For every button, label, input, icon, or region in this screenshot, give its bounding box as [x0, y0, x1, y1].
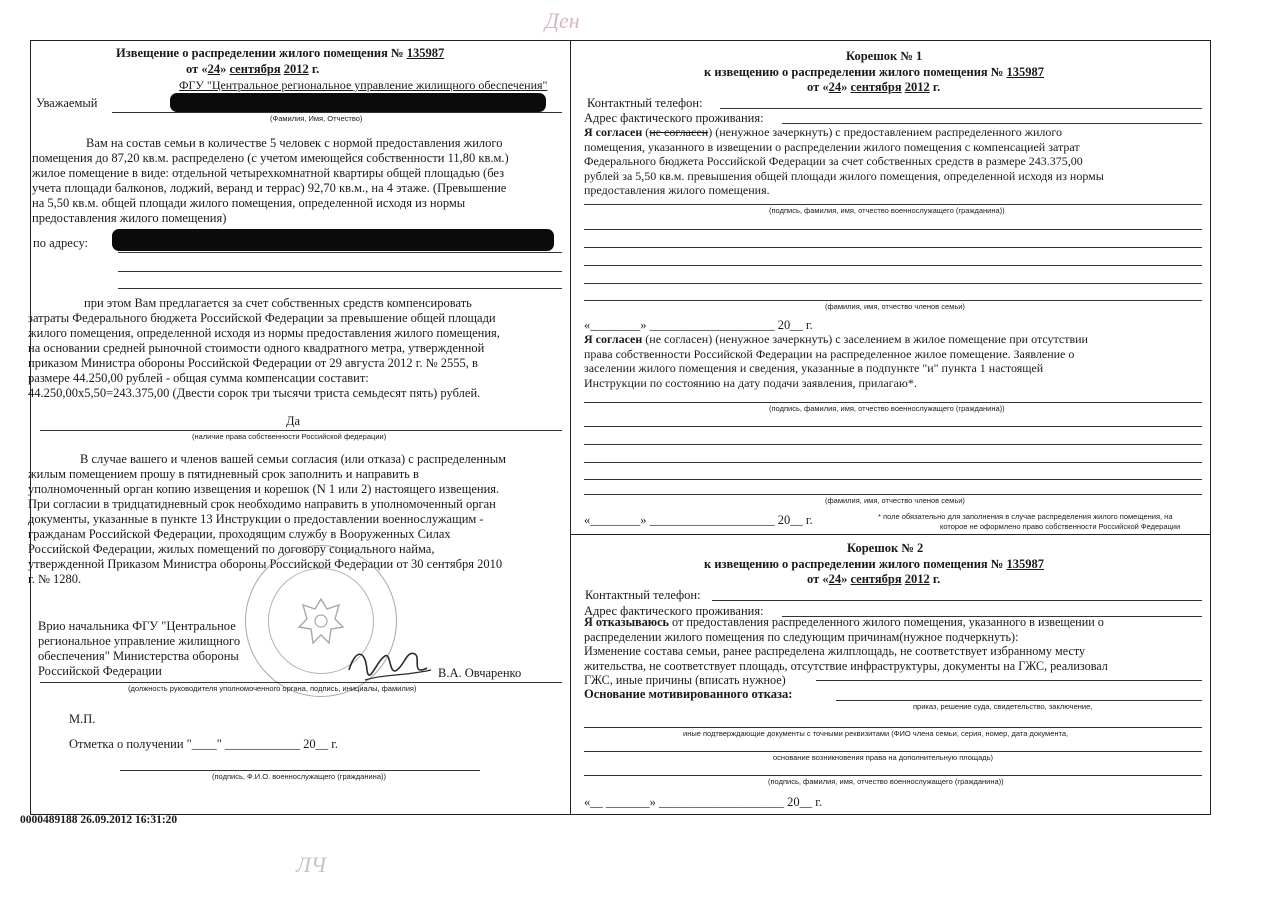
stub1-sign-line	[584, 204, 1202, 205]
stub1-date-line-2: «________» ____________________ 20__ г.	[584, 513, 813, 527]
stub1-family-line-2	[584, 426, 1202, 427]
agree-line: помещения, указанного в извещении о распределении жилого помещения с компенсацией затрат	[584, 139, 1080, 154]
date-suffix: г.	[311, 62, 320, 76]
agree-line: Федерального бюджета Российской Федерации за счет собственных средств в размере 243.375,00	[584, 154, 1083, 168]
stub1-title: Корешок № 1	[846, 49, 923, 63]
stub1-family-line-2	[584, 494, 1202, 495]
date-month: сентября	[850, 572, 902, 586]
date-day: 24	[207, 62, 221, 76]
instructions-line: уполномоченный орган копию извещения и корешок (N 1 или 2) настоящего извещения.	[28, 482, 500, 496]
instructions-line: г. № 1280.	[28, 572, 82, 586]
stub1-family-line-2	[584, 479, 1202, 480]
signer-underline	[40, 682, 562, 683]
receipt-mark: Отметка о получении "____" ____________ 20__ г.	[69, 737, 339, 751]
allocation-line: помещения до 87,20 кв.м. распределено (с учетом имеющейся собственности 11,80 кв.м.)	[32, 151, 509, 165]
signer-title	[38, 619, 240, 679]
stub2-sign-hint: (подпись, фамилия, имя, отчество военнослужащего (гражданина))	[768, 777, 1004, 786]
stub2-docs-line	[584, 727, 1202, 728]
allocation-line: Вам на состав семьи в количестве 5 человек с нормой предоставления жилого	[86, 136, 503, 150]
instructions-line: утвержденной Приказом Министра обороны Российской Федерации от 30 сентября 2010	[28, 557, 503, 571]
refuse-line: Изменение состава семьи, ранее распределена жилплощадь, не соответствует избранному месту	[584, 644, 1086, 658]
agree2-bold: Я согласен	[584, 332, 643, 346]
stub1-phone-label: Контактный телефон:	[587, 96, 703, 110]
redacted-address	[112, 229, 554, 251]
struck-option: не согласен	[649, 125, 709, 139]
date-month: сентября	[229, 62, 281, 76]
compensation-paragraph	[28, 296, 500, 401]
stub2-address-label: Адрес фактического проживания:	[584, 604, 764, 618]
date-suffix: г.	[932, 572, 941, 586]
stub1-subtitle-text: к извещению о распределении жилого помещения №	[704, 65, 1004, 79]
stub2-subtitle-text: к извещению о распределении жилого помещения №	[704, 557, 1004, 571]
compensation-line: затраты Федерального бюджета Российской Федерации за превышение общей площади	[28, 311, 496, 325]
refuse-line: жительства, не соответствует площадь, отсутствие инфраструктуры, документы на ГЖС, реализовал	[584, 658, 1108, 673]
allocation-line: учета площади балконов, лоджий, веранд и террас) 92,70 кв.м., на 4 этаже. (Превышение	[32, 181, 507, 195]
signer-title-line: обеспечения" Министерства обороны	[38, 649, 239, 663]
notice-title	[116, 46, 444, 60]
date-day: 24	[828, 572, 842, 586]
stub2-sign-line	[584, 775, 1202, 776]
compensation-line: 44.250,00x5,50=243.375,00 (Двести сорок три тысячи триста семьдесят пять) рублей.	[28, 386, 481, 400]
stub1-address-line	[782, 123, 1202, 124]
date-prefix: от «	[807, 572, 829, 586]
compensation-line: на основании средней рыночной стоимости одного квадратного метра, утвержденной	[28, 341, 485, 355]
organization-name: ФГУ "Центральное региональное управление жилищного обеспечения"	[179, 78, 548, 92]
stub1-family-line	[584, 283, 1202, 284]
document-footer-stamp: 0000489188 26.09.2012 16:31:20	[20, 814, 178, 826]
stub1-sign-hint: (подпись, фамилия, имя, отчество военнослужащего (гражданина))	[769, 206, 1005, 215]
signer-name: В.А. Овчаренко	[438, 666, 522, 680]
date-day: 24	[828, 80, 842, 94]
stub1-family-line-2	[584, 444, 1202, 445]
salutation-label: Уважаемый	[36, 96, 98, 110]
ownership-hint: (наличие права собственности Российской федерации)	[192, 432, 387, 441]
refuse-line: ГЖС, иные причины (вписать нужное)	[584, 673, 786, 687]
signer-title-line: Врио начальника ФГУ "Центральное	[38, 619, 236, 633]
allocation-line: на 5,50 кв.м. общей площади жилого помещения, определенной исходя из нормы	[32, 196, 466, 210]
agree2-line: Инструкции по состоянию на дату подачи заявления, прилагаю*.	[584, 375, 917, 390]
footnote-line: которое не оформлено право собственности Российской Федерации	[940, 522, 1181, 531]
date-year: 2012	[904, 80, 930, 94]
agree2-line: заселении жилого помещения и сведения, указанные в подпункте "и" пункта 1 настоящей	[584, 361, 1044, 375]
address-line-3	[118, 288, 562, 289]
instructions-line: В случае вашего и членов вашей семьи согласия (или отказа) с распределенным	[80, 452, 507, 466]
date-prefix: от «	[807, 80, 829, 94]
instructions-line: При согласии в тридцатидневный срок необходимо направить в уполномоченный орган	[28, 497, 496, 511]
instructions-line: гражданам Российской Федерации, проходящим службу в Вооруженных Силах	[28, 527, 451, 541]
date-mid: »	[841, 572, 848, 586]
date-mid: »	[220, 62, 227, 76]
allocation-paragraph	[32, 136, 509, 226]
compensation-line: размере 44.250,00 рублей - общая сумма компенсации составит:	[28, 371, 369, 385]
bottom-handwritten-mark: ЛЧ	[296, 852, 327, 877]
stub1-sign-hint-2: (подпись, фамилия, имя, отчество военнослужащего (гражданина))	[769, 404, 1005, 413]
agree2-line: права собственности Российской Федерации на распределенное жилое помещение. Заявление о	[584, 346, 1075, 361]
redacted-recipient-name	[170, 93, 546, 112]
top-handwritten-mark: Ден	[545, 8, 580, 33]
stub1-agree-first-line: Я согласен (не согласен) (ненужное зачеркнуть) с предоставлением распределенного жилого	[584, 125, 1063, 139]
address-label: по адресу:	[33, 236, 89, 250]
signer-hint: (должность руководителя уполномоченного органа, подпись, инициалы, фамилия)	[128, 684, 417, 693]
seal-place-label: М.П.	[69, 712, 96, 726]
stub2-phone-line	[712, 600, 1202, 601]
stub1-family-line-2	[584, 462, 1202, 463]
address-line-2	[118, 271, 562, 272]
receipt-hint: (подпись, Ф.И.О. военнослужащего (гражданина))	[212, 772, 386, 781]
address-line-1	[118, 252, 562, 253]
notice-number: 135987	[406, 46, 445, 60]
refuse-bold: Я отказываюсь	[584, 615, 669, 629]
instructions-line: жилым помещением прошу в пятидневный срок заполнить и направить в	[28, 467, 419, 481]
instructions-line: документы, указанные в пункте 13 Инструкции о предоставлении военнослужащим -	[28, 512, 484, 526]
stub1-sign-line-2	[584, 402, 1202, 403]
date-year: 2012	[283, 62, 309, 76]
stub1-agree2-paragraph	[584, 332, 1088, 390]
stub1-agree2-first-line	[584, 332, 1088, 347]
stub2-number: 135987	[1006, 557, 1044, 571]
stub2-right-line	[584, 751, 1202, 752]
stub2-date	[807, 572, 940, 586]
stub1-family-hint-2: (фамилия, имя, отчество членов семьи)	[825, 496, 965, 505]
stub2-phone-label: Контактный телефон:	[585, 588, 701, 602]
stub1-phone-line	[720, 108, 1202, 109]
date-mid: »	[841, 80, 848, 94]
agree2-text: (не согласен) (ненужное зачеркнуть) с заселением в жилое помещение при отсутствии	[645, 332, 1088, 346]
stub1-date	[807, 80, 940, 94]
stub1-number: 135987	[1006, 65, 1044, 79]
refuse-line: распределении жилого помещения по следующим причинам(нужное подчеркнуть):	[584, 629, 1019, 644]
stub1-family-hint: (фамилия, имя, отчество членов семьи)	[825, 302, 965, 311]
agree-bold: Я согласен	[584, 125, 643, 139]
stub2-hint-right: основание возникновения права на дополнительную площадь)	[773, 753, 994, 762]
stub2-title: Корешок № 2	[847, 541, 924, 555]
date-suffix: г.	[932, 80, 941, 94]
date-prefix: от «	[186, 62, 208, 76]
signer-title-line: региональное управление жилищного	[38, 634, 241, 648]
stub2-hint-docs: иные подтверждающие документы с точными реквизитами (ФИО члена семьи, серия, номер, дата документа,	[683, 729, 1069, 738]
stub2-date-line: «__ _______» ____________________ 20__ г.	[584, 795, 823, 809]
fio-underline	[112, 112, 562, 113]
stub2-hint-order: приказ, решение суда, свидетельство, заключение,	[913, 702, 1093, 711]
stub2-refuse-first-line	[584, 615, 1108, 630]
column-divider	[570, 40, 571, 815]
stamp-emblem-icon	[291, 591, 351, 651]
instructions-line: Российской Федерации, жилых помещений по договору социального найма,	[28, 542, 435, 556]
agree-text: (ненужное зачеркнуть) с предоставлением распределенного жилого	[715, 125, 1063, 139]
stub2-basis-line	[836, 700, 1202, 701]
footnote-line: * поле обязательно для заполнения в случае распределения жилого помещения, на	[878, 512, 1173, 521]
stub2-subtitle	[704, 557, 1044, 571]
allocation-line: предоставления жилого помещения)	[32, 211, 227, 225]
compensation-line: приказом Министра обороны Российской Федерации от 29 августа 2012 г. № 2555, в	[28, 356, 478, 370]
stub1-family-line	[584, 247, 1202, 248]
stub1-family-line	[584, 229, 1202, 230]
notice-date	[186, 62, 319, 76]
notice-title-text: Извещение о распределении жилого помещения №	[116, 46, 404, 60]
stub1-footnote	[878, 512, 1180, 532]
stub2-other-reason-line	[816, 680, 1202, 681]
stub1-agree-paragraph	[584, 125, 1104, 198]
refuse-text: от предоставления распределенного жилого помещения, указанного в извещении о	[672, 615, 1104, 629]
stub-divider	[570, 534, 1211, 535]
receipt-underline	[120, 770, 480, 771]
ownership-value: Да	[286, 414, 301, 428]
stub1-family-line	[584, 300, 1202, 301]
stub1-address-label: Адрес фактического проживания:	[584, 111, 764, 125]
stub1-subtitle	[704, 65, 1044, 79]
agree-line: рублей за 5,50 кв.м. превышения общей площади жилого помещения, определенной исходя из нормы	[584, 168, 1104, 183]
signer-title-line: Российской Федерации	[38, 664, 162, 678]
fio-hint: (Фамилия, Имя, Отчество)	[270, 114, 363, 123]
date-month: сентября	[850, 80, 902, 94]
date-year: 2012	[904, 572, 930, 586]
compensation-line: при этом Вам предлагается за счет собственных средств компенсировать	[84, 296, 472, 310]
stub2-refuse-paragraph	[584, 615, 1108, 688]
compensation-line: жилого помещения, определенной исходя из нормы предоставления жилого помещения,	[28, 326, 500, 340]
stub1-family-line	[584, 265, 1202, 266]
stub2-basis-label: Основание мотивированного отказа:	[584, 687, 793, 701]
stub1-date-line: «________» ____________________ 20__ г.	[584, 318, 813, 332]
agree-line: предоставления жилого помещения.	[584, 183, 770, 197]
ownership-underline	[40, 430, 562, 431]
allocation-line: жилое помещение в виде: отдельной четырехкомнатной квартиры общей площадью (без	[32, 166, 505, 180]
